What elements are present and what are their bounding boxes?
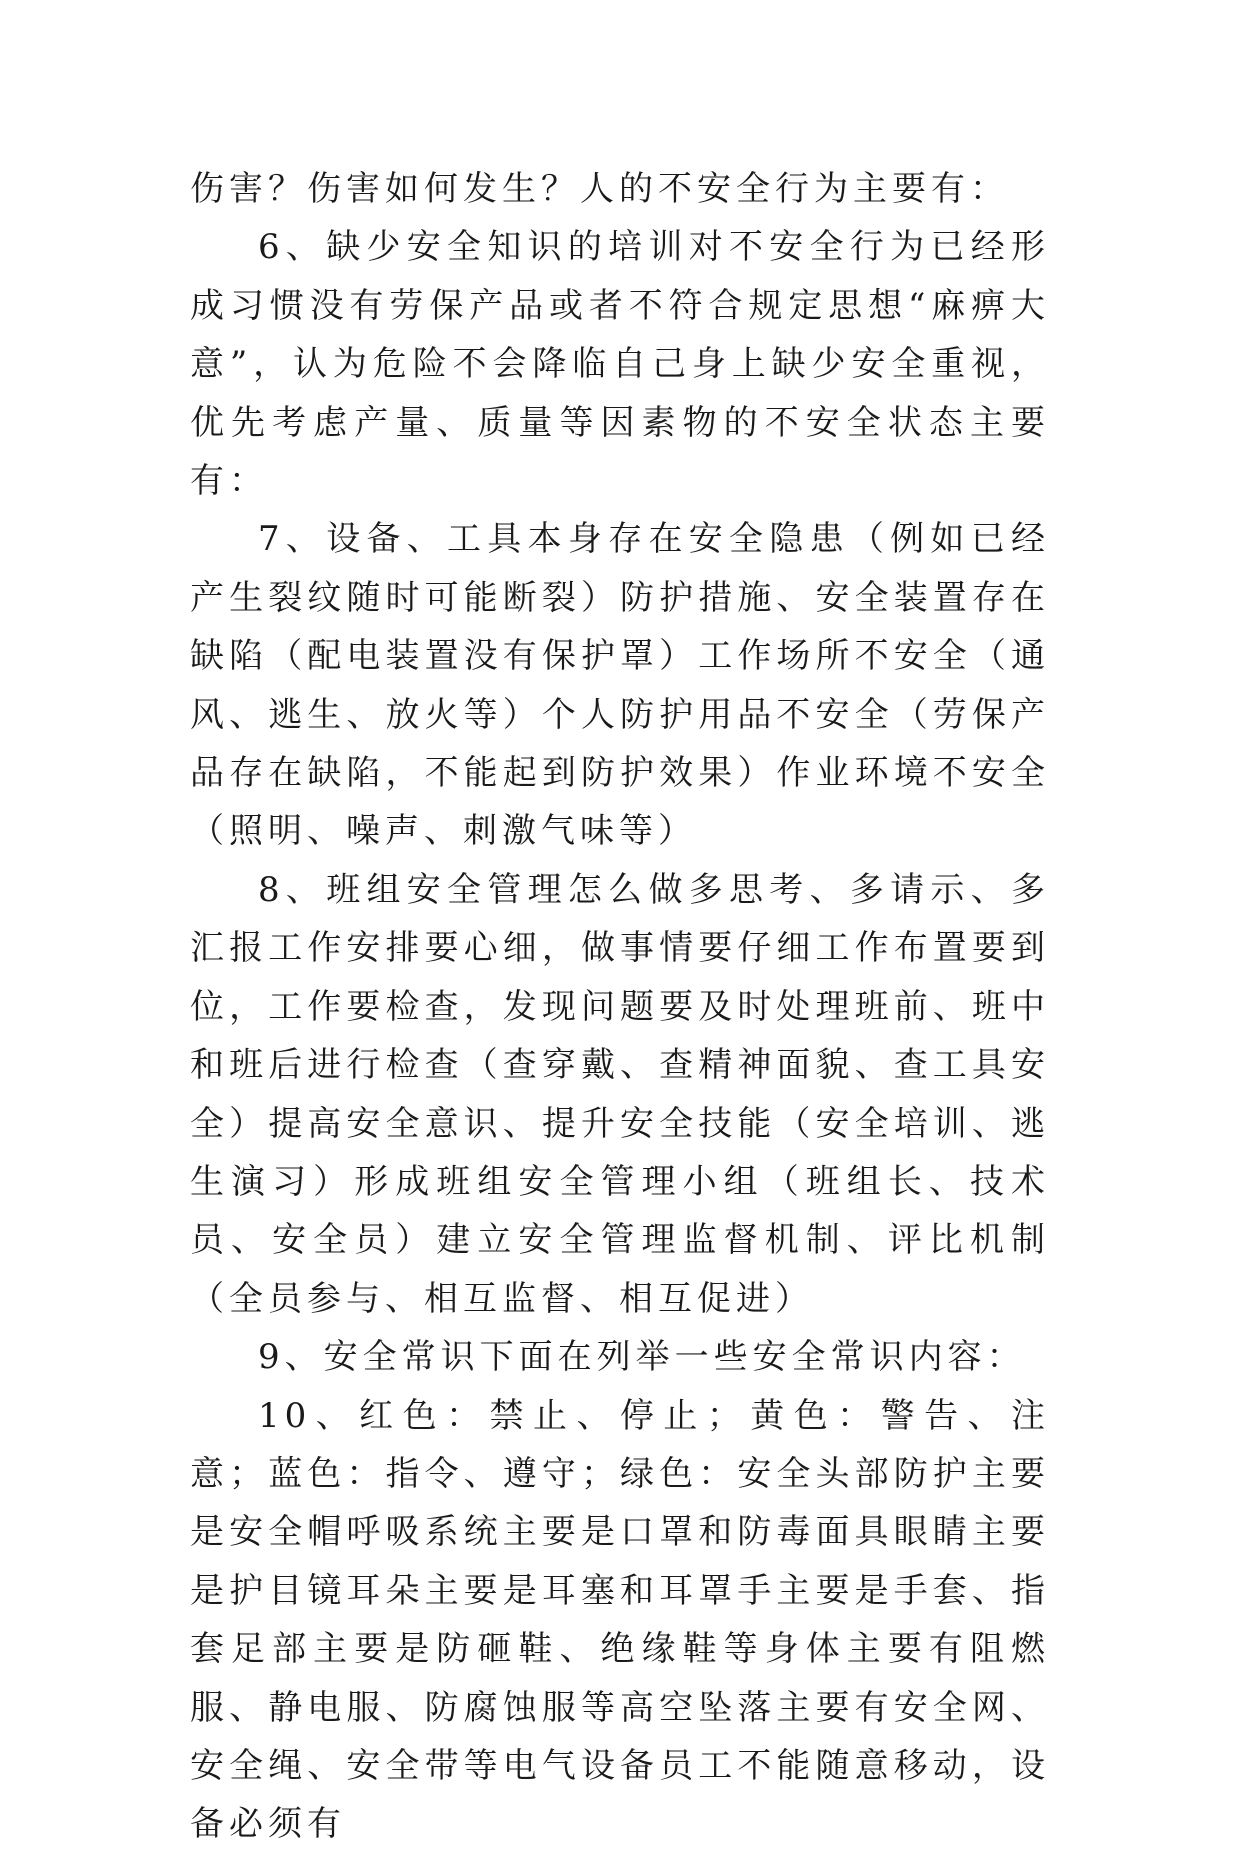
paragraph-continuation: 伤害？伤害如何发生？人的不安全行为主要有： bbox=[190, 169, 1009, 209]
paragraph-item-10: 10、红色：禁止、停止；黄色：警告、注意；蓝色：指令、遵守；绿色：安全头部防护主要是安全帽呼吸系统主要是口罩和防毒面具眼睛主要是护目镜耳朵主要是耳塞和耳罩手主要是手套、指套足部主要是防砸鞋、绝缘鞋等身体主要有阻燃服、静电服、防腐蚀服等高空坠落主要有安全网、安全绳、安全带等电气设备员工不能随意移动，设备必须有 bbox=[190, 1395, 1050, 1845]
paragraph-item-9: 9、安全常识下面在列举一些安全常识内容： bbox=[258, 1337, 1026, 1378]
paragraph-item-8: 8、班组安全管理怎么做多思考、多请示、多汇报工作安排要心细，做事情要仔细工作布置要到位，工作要检查，发现问题要及时处理班前、班中和班后进行检查（查穿戴、查精神面貌、查工具安全）提高安全意识、提升安全技能（安全培训、逃生演习）形成班组安全管理小组（班组长、技术员、安全员）建立安全管理监督机制、评比机制（全员参与、相互监督、相互促进） bbox=[190, 869, 1050, 1319]
paragraph-item-6: 6、缺少安全知识的培训对不安全行为已经形成习惯没有劳保产品或者不符合规定思想“麻痹大意”，认为危险不会降临自己身上缺少安全重视，优先考虑产量、质量等因素物的不安全状态主要有： bbox=[190, 227, 1050, 502]
document-body bbox=[190, 160, 1050, 1854]
paragraph-item-7: 7、设备、工具本身存在安全隐患（例如已经产生裂纹随时可能断裂）防护措施、安全装置存在缺陷（配电装置没有保护罩）工作场所不安全（通风、逃生、放火等）个人防护用品不安全（劳保产品存在缺陷，不能起到防护效果）作业环境不安全（照明、噪声、刺激气味等） bbox=[190, 519, 1050, 852]
